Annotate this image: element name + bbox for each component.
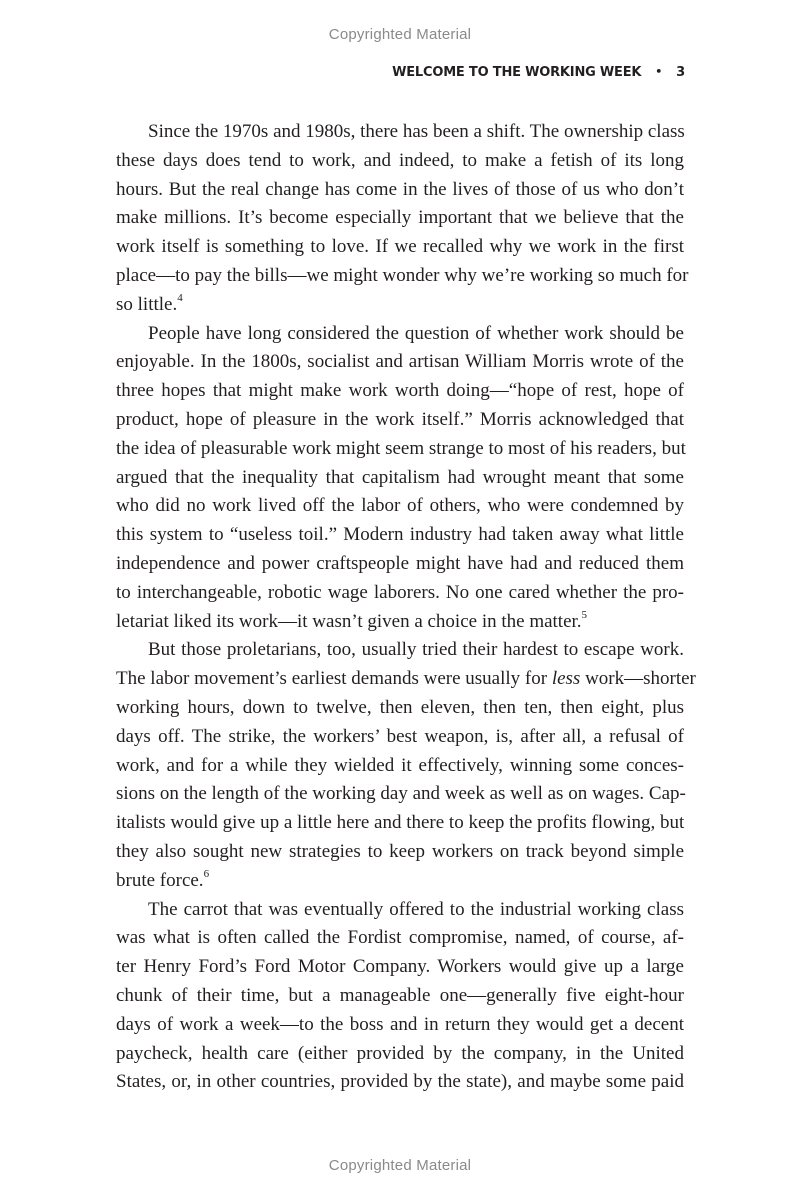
text-line: hours. But the real change has come in the lives of those of us who don’t [116,178,684,200]
text-line: to interchangeable, robotic wage laborers. No one cared whether the pro- [116,581,684,603]
running-head [392,65,685,80]
text-line: they also sought new strategies to keep workers on track beyond simple [116,840,684,862]
text-line: independence and power craftspeople might have had and reduced them [116,552,684,574]
text-line: was what is often called the Fordist compromise, named, of course, af- [116,927,684,949]
text-line: States, or, in other countries, provided by the state), and maybe some paid [116,1071,684,1093]
text-line: sions on the length of the working day and week as well as on wages. Cap- [116,783,686,805]
text-fragment: work—shorter [580,668,696,690]
page-number: 3 [676,65,685,80]
text-line: days of work a week—to the boss and in return they would get a decent [116,1013,684,1035]
paragraph-1 [116,118,689,320]
copyright-watermark-top: Copyrighted Material [328,26,472,43]
paragraph-4 [116,896,684,1098]
text-line: People have long considered the question of whether work should be [148,322,684,344]
text-line: ter Henry Ford’s Ford Motor Company. Workers would give up a large [116,956,684,978]
text-line: But those proletarians, too, usually tried their hardest to escape work. [148,639,684,661]
text-line [116,867,684,896]
text-line: the idea of pleasurable work might seem strange to most of his readers, but [116,437,686,459]
text-line: The carrot that was eventually offered to the industrial working class [148,898,684,920]
text-line: three hopes that might make work worth doing—“hope of rest, hope of [116,380,684,402]
text-line: place—to pay the bills—we might wonder why we’re working so much for [116,264,689,286]
body-text [116,118,696,1097]
text-fragment: brute force. [116,869,204,891]
text-line: days off. The strike, the workers’ best weapon, is, after all, a refusal of [116,725,684,747]
text-line: enjoyable. In the 1800s, socialist and artisan William Morris wrote of the [116,351,684,373]
paragraph-3 [116,636,696,895]
chapter-title: WELCOME TO THE WORKING WEEK [392,65,642,80]
text-line [116,291,684,320]
endnote-marker[interactable]: 6 [203,868,210,881]
emphasis-text: less [551,668,581,690]
text-line: chunk of their time, but a manageable one—generally five eight-hour [116,984,684,1006]
text-line: product, hope of pleasure in the work itself.” Morris acknowledged that [116,408,684,430]
text-line: these days does tend to work, and indeed, to make a fetish of its long [116,149,684,171]
endnote-marker[interactable]: 4 [177,292,183,305]
separator-bullet: • [655,65,663,78]
text-fragment: letariat liked its work—it wasn’t given a choice in the matter. [116,610,582,632]
text-fragment: The labor movement’s earliest demands were usually for [116,668,552,690]
text-fragment: so little. [116,293,178,315]
text-line: Since the 1970s and 1980s, there has been a shift. The ownership class [148,121,685,142]
copyright-watermark-bottom: Copyrighted Material [328,1157,472,1174]
text-line: make millions. It’s become especially important that we believe that the [116,207,684,229]
text-line [116,665,696,694]
text-line: working hours, down to twelve, then eleven, then ten, then eight, plus [116,696,684,718]
text-line [116,608,684,637]
endnote-marker[interactable]: 5 [581,609,588,622]
text-line: this system to “useless toil.” Modern industry had taken away what little [116,524,684,546]
text-line: work itself is something to love. If we recalled why we work in the first [116,236,684,258]
text-line: argued that the inequality that capitalism had wrought meant that some [116,466,684,488]
text-line: work, and for a while they wielded it effectively, winning some conces- [116,754,684,776]
paragraph-2 [116,320,684,637]
text-line: italists would give up a little here and there to keep the profits flowing, but [116,812,685,834]
text-line: who did no work lived off the labor of others, who were condemned by [116,495,684,517]
text-line: paycheck, health care (either provided by the company, in the United [116,1042,684,1064]
